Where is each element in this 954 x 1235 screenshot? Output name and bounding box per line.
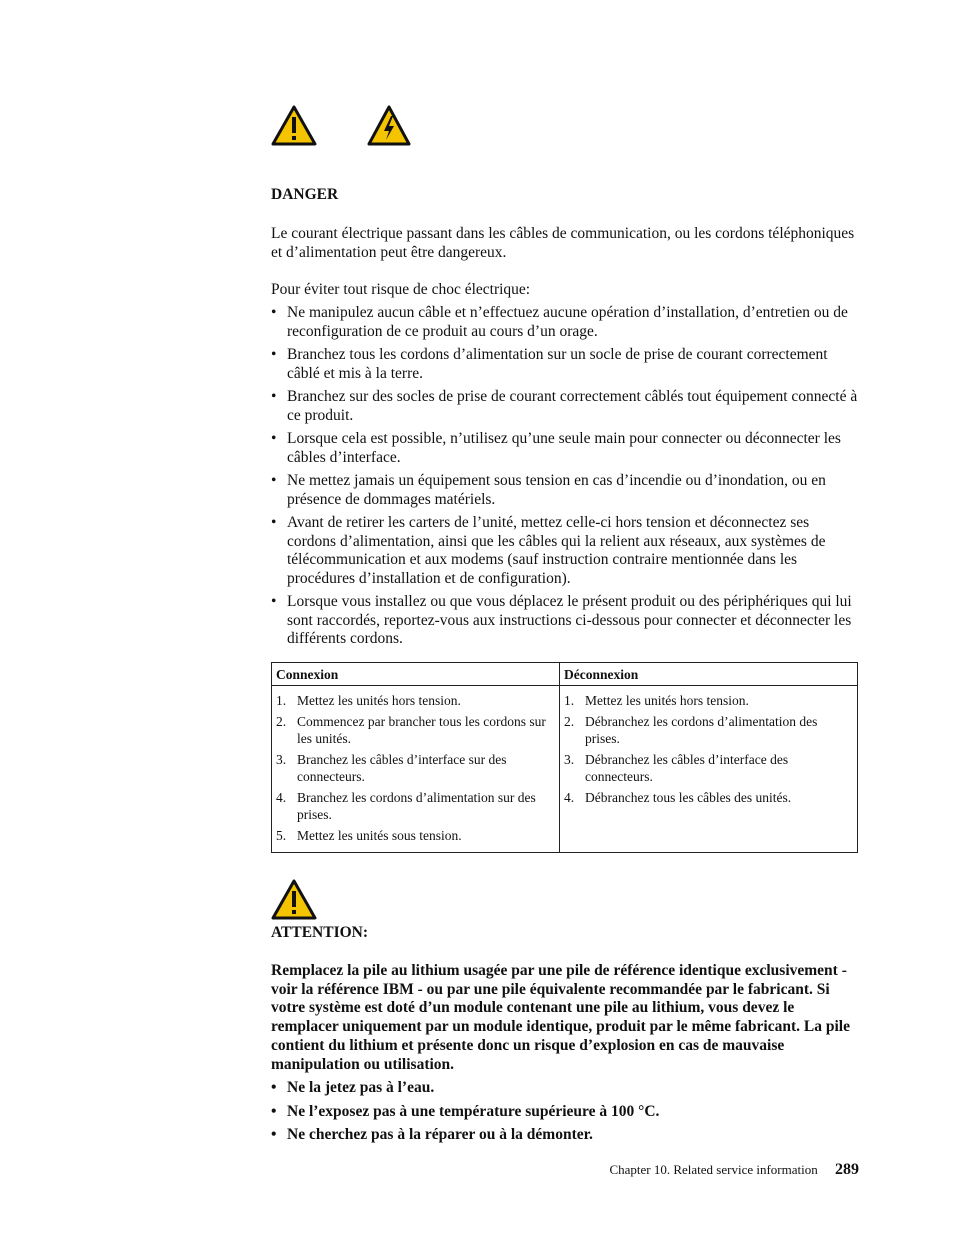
list-item: 2. Commencez par brancher tous les cordons sur les unités. [276, 714, 546, 746]
attention-body: Remplacez la pile au lithium usagée par une pile de référence identique exclusivement - voir la référence IBM - ou par une pile équivalente recommandée par le fabricant. Si votre système est doté d’un module contenant une pile au lithium, vous devez le remplacer uniquement par un module identique, produit par le même fabricant. La pile contient du lithium et présente donc un risque d’explosion en cas de mauvaise manipulation ou utilisation. [271, 962, 850, 1073]
list-item: 1. Mettez les unités hors tension. [564, 693, 749, 708]
list-item: 4. Débranchez tous les câbles des unités. [564, 790, 792, 805]
attention-bullet-list [271, 1079, 859, 1150]
connect-steps-cell [272, 686, 560, 853]
danger-intro: Le courant électrique passant dans les câbles de communication, ou les cordons téléphoniques et d’alimentation peut être dangereux. [271, 225, 855, 261]
disconnect-steps-cell [560, 686, 858, 853]
page-footer [609, 1161, 859, 1179]
list-item: 3. Débranchez les câbles d’interface des connecteurs. [564, 752, 789, 784]
list-item: • Ne cherchez pas à la réparer ou à la démonter. [271, 1126, 859, 1145]
warning-triangle-icon [271, 878, 317, 920]
list-item: • Ne l’exposez pas à une température supérieure à 100 °C. [271, 1103, 859, 1122]
table-header-disconnect: Déconnexion [560, 663, 858, 686]
page-number: 289 [835, 1161, 859, 1178]
danger-heading: DANGER [271, 186, 339, 203]
danger-bullet-list [271, 304, 859, 654]
list-item: • Avant de retirer les carters de l’unité, mettez celle-ci hors tension et déconnectez ses cordons d’alimentation, ainsi que les câbles qui la relient aux réseaux, aux systèmes de télécommunication et aux modems (sauf instruction contraire mentionnée dans les procédures d’installation et de configuration). [271, 514, 859, 588]
list-item: • Branchez sur des socles de prise de courant correctement câblés tout équipement connecté à ce produit. [271, 388, 859, 425]
list-item: • Ne mettez jamais un équipement sous tension en cas d’incendie ou d’inondation, ou en présence de dommages matériels. [271, 472, 859, 509]
warning-triangle-icon [271, 104, 317, 146]
list-item: • Lorsque vous installez ou que vous déplacez le présent produit ou des périphériques qui lui sont raccordés, reportez-vous aux instructions ci-dessous pour connecter et déconnecter les différents cordons. [271, 593, 859, 649]
list-item: 1. Mettez les unités hors tension. [276, 693, 461, 708]
attention-heading: ATTENTION: [271, 924, 369, 941]
list-item: 2. Débranchez les cordons d’alimentation des prises. [564, 714, 818, 746]
table-header-connect: Connexion [272, 663, 560, 686]
list-item: • Branchez tous les cordons d’alimentation sur un socle de prise de courant correctement câblé et mis à la terre. [271, 346, 859, 383]
danger-lead: Pour éviter tout risque de choc électrique: [271, 281, 531, 298]
electrical-hazard-icon [367, 104, 411, 146]
list-item: • Ne manipulez aucun câble et n’effectuez aucune opération d’installation, d’entretien ou de reconfiguration de ce produit au cours d’un orage. [271, 304, 859, 341]
connection-table [271, 662, 858, 853]
list-item: • Lorsque cela est possible, n’utilisez qu’une seule main pour connecter ou déconnecter les câbles d’interface. [271, 430, 859, 467]
list-item: 3. Branchez les câbles d’interface sur des connecteurs. [276, 752, 507, 784]
list-item: • Ne la jetez pas à l’eau. [271, 1079, 859, 1098]
chapter-title: Chapter 10. Related service information [609, 1162, 818, 1177]
list-item: 4. Branchez les cordons d’alimentation sur des prises. [276, 790, 536, 822]
list-item: 5. Mettez les unités sous tension. [276, 828, 462, 843]
